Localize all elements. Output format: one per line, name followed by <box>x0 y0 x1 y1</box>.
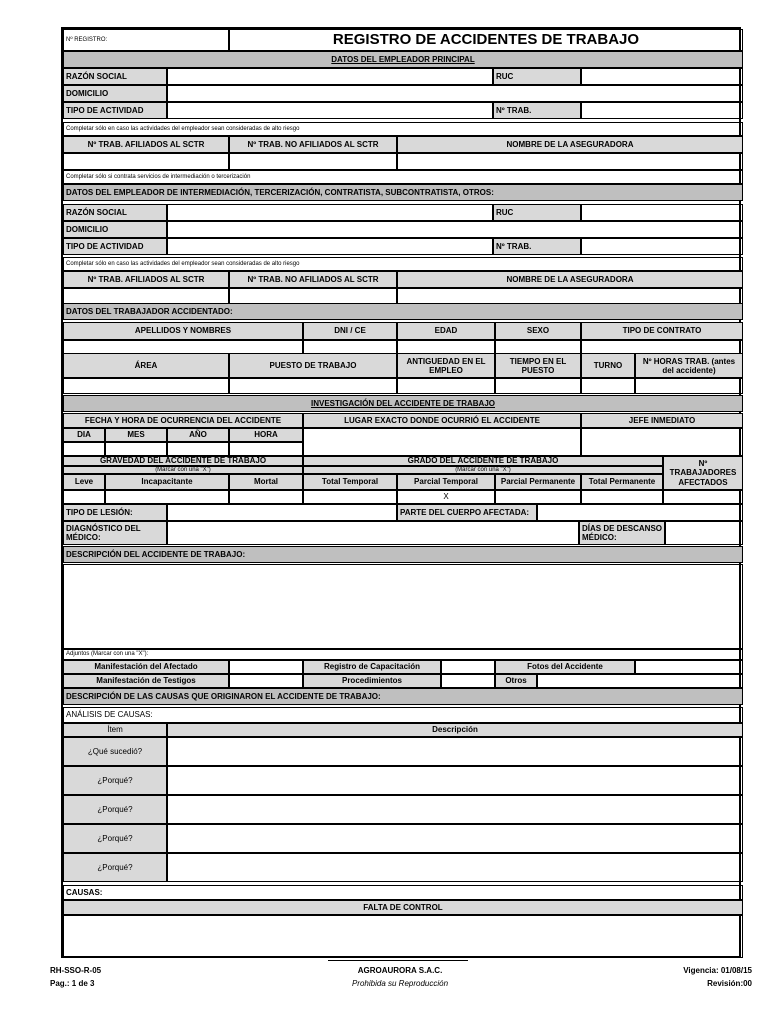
footer-page: Pag.: 1 de 3 <box>50 979 95 988</box>
dia-field[interactable] <box>63 442 105 456</box>
trab-afectados-field[interactable] <box>663 490 743 504</box>
analisis-row-description[interactable] <box>167 737 743 766</box>
gravedad-marcar: (Marcar con una "X") <box>63 466 303 474</box>
gravedad-label: GRAVEDAD DEL ACCIDENTE DE TRABAJO <box>63 456 303 466</box>
aseguradora-2-label: NOMBRE DE LA ASEGURADORA <box>397 271 743 288</box>
footer-prohibida: Prohibida su Reproducción <box>351 979 449 988</box>
fecha-hora-label: FECHA Y HORA DE OCURRENCIA DEL ACCIDENTE <box>63 413 303 428</box>
dia-label: DIA <box>63 428 105 442</box>
descripcion-textarea[interactable] <box>63 564 743 650</box>
domicilio-label: DOMICILIO <box>63 85 167 102</box>
anio-label: AÑO <box>167 428 229 442</box>
horas-label: Nº HORAS TRAB. (antes del accidente) <box>635 353 743 379</box>
antiguedad-label: ANTIGUEDAD EN EL EMPLEO <box>397 353 495 379</box>
afiliados-sctr-2-label: Nº TRAB. AFILIADOS AL SCTR <box>63 271 229 288</box>
analisis-row-description[interactable] <box>167 824 743 853</box>
mortal-label: Mortal <box>229 474 303 490</box>
tipo-lesion-field[interactable] <box>167 504 397 521</box>
section-descripcion: DESCRIPCIÓN DEL ACCIDENTE DE TRABAJO: <box>63 546 743 563</box>
adjuntos-label: Adjuntos (Marcar con una "X"): <box>63 648 743 660</box>
tipo-actividad-2-label: TIPO DE ACTIVIDAD <box>63 238 167 255</box>
footer-signature-line <box>328 960 468 961</box>
n-trab-field[interactable] <box>581 102 743 119</box>
otros-field[interactable] <box>537 674 743 688</box>
razon-social-2-field[interactable] <box>167 204 493 221</box>
no-afiliados-sctr-field[interactable] <box>229 153 397 170</box>
footer-code: RH-SSO-R-05 <box>50 966 102 975</box>
footer-revision: Revisión:00 <box>707 979 752 988</box>
section-investigacion: INVESTIGACIÓN DEL ACCIDENTE DE TRABAJO <box>63 395 743 412</box>
analisis-row-description[interactable] <box>167 795 743 824</box>
total-permanente-label: Total Permanente <box>581 474 663 490</box>
parte-cuerpo-label: PARTE DEL CUERPO AFECTADA: <box>397 504 537 521</box>
analisis-row-description[interactable] <box>167 853 743 882</box>
afiliados-sctr-field[interactable] <box>63 153 229 170</box>
domicilio-2-label: DOMICILIO <box>63 221 167 238</box>
registro-capacitacion-label: Registro de Capacitación <box>303 660 441 674</box>
fotos-check[interactable] <box>635 660 743 674</box>
procedimientos-label: Procedimientos <box>303 674 441 688</box>
footer-vigencia: Vigencia: 01/08/15 <box>683 966 752 975</box>
apellidos-label: APELLIDOS Y NOMBRES <box>63 322 303 340</box>
item-header: Ítem <box>63 723 167 737</box>
razon-social-field[interactable] <box>167 68 493 85</box>
total-temporal-label: Total Temporal <box>303 474 397 490</box>
leve-field[interactable] <box>63 490 105 504</box>
analisis-row-item: ¿Porqué? <box>63 795 167 824</box>
procedimientos-check[interactable] <box>441 674 495 688</box>
domicilio-2-field[interactable] <box>167 221 743 238</box>
analisis-label: ANÁLISIS DE CAUSAS: <box>63 707 743 723</box>
grado-marcar: (Marcar con una "X") <box>303 466 663 474</box>
manif-afectado-label: Manifestación del Afectado <box>63 660 229 674</box>
tiempo-puesto-field[interactable] <box>495 377 581 394</box>
total-temporal-field[interactable] <box>303 490 397 504</box>
section-causas: DESCRIPCIÓN DE LAS CAUSAS QUE ORIGINARON EL ACCIDENTE DE TRABAJO: <box>63 688 743 705</box>
parcial-permanente-field[interactable] <box>495 490 581 504</box>
falta-control-field[interactable] <box>63 915 743 958</box>
falta-control-label: FALTA DE CONTROL <box>63 900 743 915</box>
footer-company: AGROAURORA S.A.C. <box>357 966 443 975</box>
antiguedad-field[interactable] <box>397 377 495 394</box>
fotos-label: Fotos del Accidente <box>495 660 635 674</box>
horas-field[interactable] <box>635 377 743 394</box>
dni-label: DNI / CE <box>303 322 397 340</box>
section-empleador-principal: DATOS DEL EMPLEADOR PRINCIPAL <box>63 51 743 68</box>
tercerizacion-note: Completar sólo si contrata servicios de intermediación o tercerización <box>63 170 743 184</box>
dias-descanso-label: DÍAS DE DESCANSO MÉDICO: <box>579 521 665 545</box>
analisis-row-description[interactable] <box>167 766 743 795</box>
tiempo-puesto-label: TIEMPO EN EL PUESTO <box>495 353 581 379</box>
analisis-row-item: ¿Qué sucedió? <box>63 737 167 766</box>
accident-registry-form <box>61 27 741 958</box>
jefe-label: JEFE INMEDIATO <box>581 413 743 428</box>
domicilio-field[interactable] <box>167 85 743 102</box>
no-afiliados-sctr-label: Nº TRAB. NO AFILIADOS AL SCTR <box>229 136 397 153</box>
section-trabajador: DATOS DEL TRABAJADOR ACCIDENTADO: <box>63 303 743 320</box>
turno-field[interactable] <box>581 377 635 394</box>
tipo-lesion-label: TIPO DE LESIÓN: <box>63 504 167 521</box>
manif-testigos-label: Manifestación de Testigos <box>63 674 229 688</box>
ruc-2-label: RUC <box>493 204 581 221</box>
n-trab-2-label: Nº TRAB. <box>493 238 581 255</box>
anio-field[interactable] <box>167 442 229 456</box>
area-label: ÁREA <box>63 353 229 379</box>
afiliados-sctr-label: Nº TRAB. AFILIADOS AL SCTR <box>63 136 229 153</box>
tipo-actividad-label: TIPO DE ACTIVIDAD <box>63 102 167 119</box>
otros-label: Otros <box>495 674 537 688</box>
razon-social-2-label: RAZÓN SOCIAL <box>63 204 167 221</box>
trab-afectados-label: Nº TRABAJADORES AFECTADOS <box>663 456 743 490</box>
jefe-field[interactable] <box>581 428 743 456</box>
tipo-actividad-field[interactable] <box>167 102 493 119</box>
descripcion-header: Descripción <box>167 723 743 737</box>
parcial-temporal-label: Parcial Temporal <box>397 474 495 490</box>
mes-field[interactable] <box>105 442 167 456</box>
total-permanente-field[interactable] <box>581 490 663 504</box>
analisis-row-item: ¿Porqué? <box>63 766 167 795</box>
sexo-label: SEXO <box>495 322 581 340</box>
high-risk-note-2: Completar sólo en caso las actividades del empleador sean consideradas de alto riesgo <box>63 257 743 271</box>
diagnostico-label: DIAGNÓSTICO DEL MÉDICO: <box>63 521 167 545</box>
lugar-label: LUGAR EXACTO DONDE OCURRIÓ EL ACCIDENTE <box>303 413 581 428</box>
registro-capacitacion-check[interactable] <box>441 660 495 674</box>
grado-label: GRADO DEL ACCIDENTE DE TRABAJO <box>303 456 663 466</box>
hora-label: HORA <box>229 428 303 442</box>
razon-social-label: RAZÓN SOCIAL <box>63 68 167 85</box>
registro-label: Nº REGISTRO: <box>63 29 229 51</box>
puesto-label: PUESTO DE TRABAJO <box>229 353 397 379</box>
puesto-field[interactable] <box>229 377 397 394</box>
hora-field[interactable] <box>229 442 303 456</box>
parcial-temporal-field[interactable]: X <box>397 490 495 504</box>
n-trab-label: Nº TRAB. <box>493 102 581 119</box>
aseguradora-field[interactable] <box>397 153 743 170</box>
n-trab-2-field[interactable] <box>581 238 743 255</box>
causas-label: CAUSAS: <box>63 885 743 900</box>
area-field[interactable] <box>63 377 229 394</box>
mortal-field[interactable] <box>229 490 303 504</box>
high-risk-note: Completar sólo en caso las actividades del empleador sean consideradas de alto riesgo <box>63 122 743 136</box>
ruc-2-field[interactable] <box>581 204 743 221</box>
diagnostico-field[interactable] <box>167 521 579 545</box>
leve-label: Leve <box>63 474 105 490</box>
incapacitante-field[interactable] <box>105 490 229 504</box>
form-title: REGISTRO DE ACCIDENTES DE TRABAJO <box>229 29 743 51</box>
dias-descanso-field[interactable] <box>665 521 743 545</box>
mes-label: MES <box>105 428 167 442</box>
ruc-label: RUC <box>493 68 581 85</box>
lugar-field[interactable] <box>303 428 581 456</box>
tipo-actividad-2-field[interactable] <box>167 238 493 255</box>
no-afiliados-sctr-2-label: Nº TRAB. NO AFILIADOS AL SCTR <box>229 271 397 288</box>
edad-label: EDAD <box>397 322 495 340</box>
tipo-contrato-label: TIPO DE CONTRATO <box>581 322 743 340</box>
ruc-field[interactable] <box>581 68 743 85</box>
manif-testigos-check[interactable] <box>229 674 303 688</box>
section-intermediacion: DATOS DEL EMPLEADOR DE INTERMEDIACIÓN, TERCERIZACIÓN, CONTRATISTA, SUBCONTRATISTA, OTROS: <box>63 184 743 201</box>
aseguradora-label: NOMBRE DE LA ASEGURADORA <box>397 136 743 153</box>
manif-afectado-check[interactable] <box>229 660 303 674</box>
analisis-row-item: ¿Porqué? <box>63 824 167 853</box>
analisis-row-item: ¿Porqué? <box>63 853 167 882</box>
turno-label: TURNO <box>581 353 635 379</box>
parte-cuerpo-field[interactable] <box>537 504 743 521</box>
parcial-permanente-label: Parcial Permanente <box>495 474 581 490</box>
incapacitante-label: Incapacitante <box>105 474 229 490</box>
